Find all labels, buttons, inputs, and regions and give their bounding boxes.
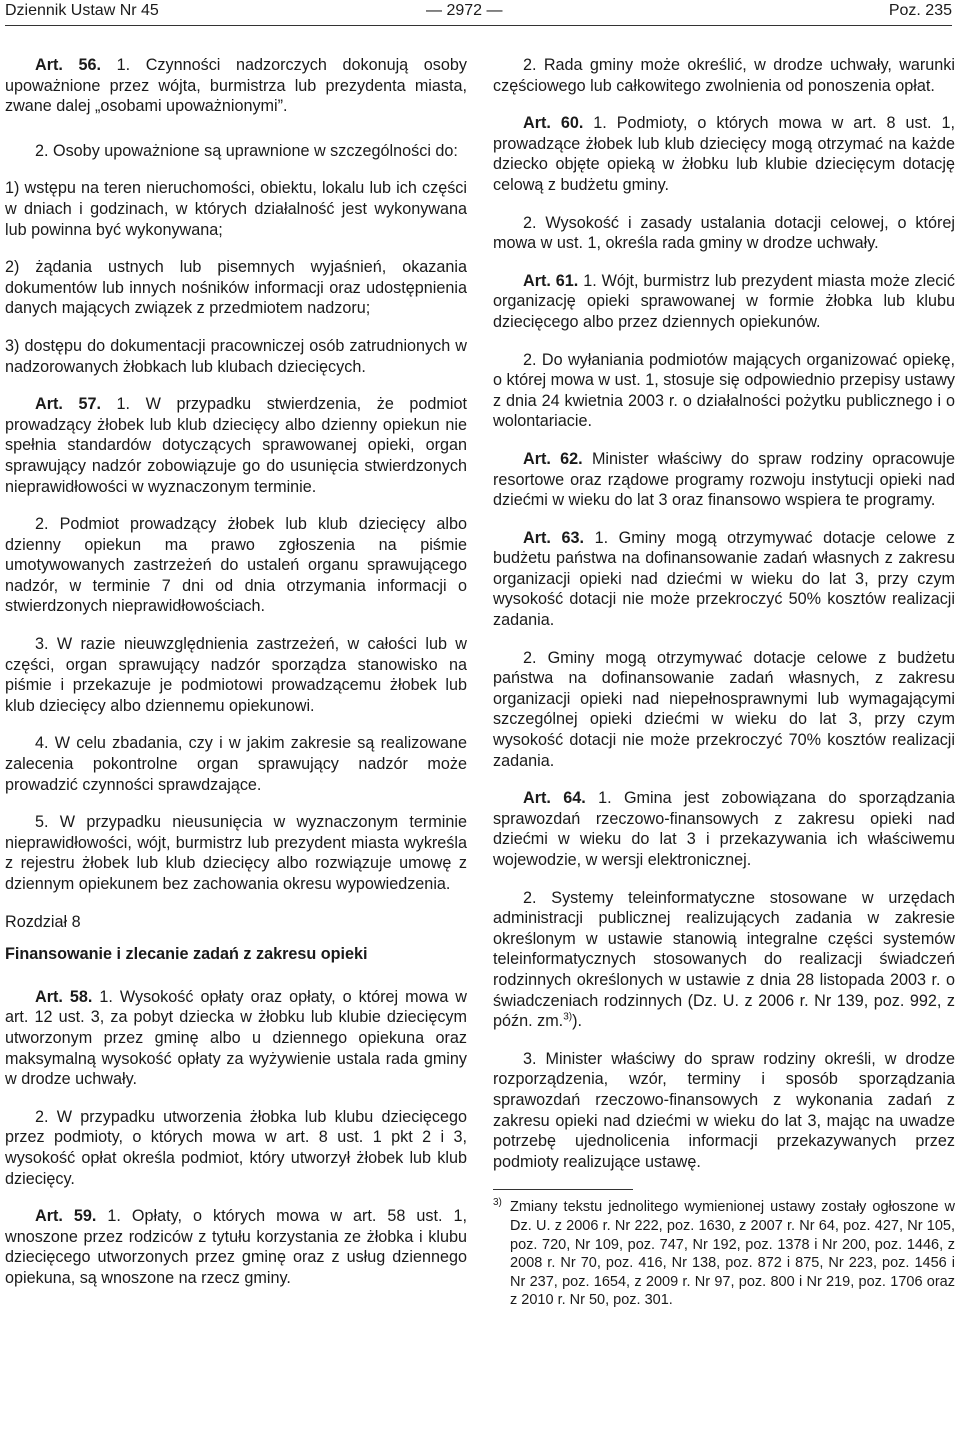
footnote	[493, 1198, 955, 1310]
footnote-reference: 3)	[563, 1011, 573, 1023]
art57-para1-text: 1. W przypadku stwierdzenia, że podmiot prowadzący żłobek lub klub dziecięcy albo dzienny opiekun nie spełnia standardów dotyczących sprawowanej opieki, organ sprawujący nadzór zobowiązuje go do usunięcia stwierdzonych nieprawidłowości w wyznaczonym terminie.	[5, 395, 467, 496]
footnote-text: Zmiany tekstu jednolitego wymienionej ustawy zostały ogłoszone w Dz. U. z 2006 r. Nr 222, poz. 1630, z 2007 r. Nr 64, poz. 427, Nr 105, poz. 720, Nr 109, poz. 747, Nr 192, poz. 1378 i Nr 200, poz. 1446, z 2008 r. Nr 70, poz. 416, Nr 138, poz. 872 i 875, Nr 223, poz. 1456 i Nr 237, poz. 1654, z 2009 r. Nr 97, poz. 800 i Nr 219, poz. 1706 oraz z 2010 r. Nr 50, poz. 301.	[510, 1199, 955, 1309]
art64-para1	[493, 788, 955, 870]
position-number: Poz. 235	[888, 2, 952, 19]
art57-para1	[5, 394, 467, 497]
art64-label: Art. 64.	[523, 789, 586, 808]
art62-para1-text: Minister właściwy do spraw rodziny opracowuje resortowe oraz rządowe programy rozwoju instytucji opieki nad dziećmi w wieku do lat 3 oraz finansowo wspiera te programy.	[493, 449, 955, 510]
art56-para2: 2. Osoby upoważnione są uprawnione w szczególności do:	[35, 141, 458, 160]
art60-para1-text: 1. Podmioty, o których mowa w art. 8 ust. 1, prowadzące żłobek lub klub dziecięcy mogą otrzymać na każde dziecko objęte opieką w żłobku lub klubie dziecięcym dotację celową z budżetu gminy.	[493, 114, 955, 194]
art63-para1-text: 1. Gminy mogą otrzymywać dotacje celowe z budżetu państwa na dofinansowanie zadań własnych z zakresu organizacji opieki nad dziećmi w wieku do lat 3, przy czym wysokość dotacji nie może przekroczyć 50% kosztów realizacji zadania.	[493, 528, 955, 630]
art56-item1: 1) wstępu na teren nieruchomości, obiektu, lokalu lub ich części w dniach i godzinach, w których działalność jest wykonywana lub powinna być wykonywana;	[5, 179, 467, 239]
art63-para1	[493, 528, 955, 631]
art64-para2	[493, 888, 955, 1032]
art56-item2: 2) żądania ustnych lub pisemnych wyjaśnień, okazania dokumentów lub innych nośników informacji oraz udostępnienia danych mających związek z przedmiotem nadzoru;	[5, 258, 467, 318]
art56-para1-text: 1. Czynności nadzorczych dokonują osoby upoważnione przez wójta, burmistrza lub prezydenta miasta, zwane dalej „osobami upoważnionymi”.	[5, 56, 467, 116]
art60-para1	[493, 113, 955, 195]
art57-para4: 4. W celu zbadania, czy i w jakim zakresie są realizowane zalecenia pokontrolne organ sprawujący nadzór może prowadzić czynności sprawdzające.	[5, 734, 467, 794]
art60-para2: 2. Wysokość i zasady ustalania dotacji celowej, o której mowa w ust. 1, określa rada gminy w drodze uchwały.	[493, 213, 955, 253]
art57-para5: 5. W przypadku nieusunięcia w wyznaczonym terminie nieprawidłowości, wójt, burmistrz lub prezydent miasta wykreśla z rejestru żłobek lub klub dziecięcy albo rozwiązuje umowę z dziennym opiekunem bez zachowania okresu wypowiedzenia.	[5, 813, 467, 893]
right-column	[493, 55, 955, 1310]
art59-para1-text: 1. Opłaty, o których mowa w art. 58 ust. 1, wnoszone przez rodziców z tytułu korzystania ze żłobka i klubu dziecięcego utworzonych przez gminę oraz z usług dziennego opiekuna, są wnoszone na rzecz gminy.	[5, 1207, 467, 1287]
art58-para1-text: 1. Wysokość opłaty oraz opłaty, o której mowa w art. 12 ust. 3, za pobyt dziecka w żłobku lub klubie dziecięcym utworzonym przez gminę albo u dziennego opiekuna oraz maksymalną wysokość opłaty za wyżywienie ustala rada gminy w drodze uchwały.	[5, 987, 467, 1089]
art61-label: Art. 61.	[523, 271, 579, 290]
art56-item3: 3) dostępu do dokumentacji pracowniczej osób zatrudnionych w nadzorowanych żłobkach lub klubach dziecięcych.	[5, 336, 467, 376]
art56-para1	[5, 55, 467, 117]
publication-title: Dziennik Ustaw Nr 45	[5, 2, 159, 19]
art61-para1-text: 1. Wójt, burmistrz lub prezydent miasta może zlecić organizację opieki sprawowanej w formie żłobka lub klubu dziecięcego albo przez dziennych opiekunów.	[493, 271, 955, 331]
footnote-rule	[493, 1189, 633, 1190]
art58-para2: 2. W przypadku utworzenia żłobka lub klubu dziecięcego przez podmioty, o których mowa w art. 8 ust. 1 pkt 2 i 3, wysokość opłat określa podmiot, który utworzył żłobek lub klub dziecięcy.	[5, 1107, 467, 1188]
art57-para2: 2. Podmiot prowadzący żłobek lub klub dziecięcy albo dzienny opiekun ma prawo zgłoszenia na piśmie umotywowanych zastrzeżeń do ustaleń organu sprawującego nadzór, w terminie 7 dni od dnia otrzymania informacji o stwierdzonych nieprawidłowościach.	[5, 515, 467, 616]
left-column	[5, 55, 467, 1306]
art59-label: Art. 59.	[35, 1207, 97, 1226]
art56-label: Art. 56.	[35, 56, 101, 74]
page-number: — 2972 —	[426, 2, 503, 19]
art60-label: Art. 60.	[523, 114, 584, 133]
art59-para1	[5, 1206, 467, 1288]
art64-para3: 3. Minister właściwy do spraw rodziny określi, w drodze rozporządzenia, wzór, terminy i sposób sporządzania sprawozdań rzeczowo-finansowych z wykonania zadań z zakresu opieki nad dziećmi w wieku do lat 3, mając na uwadze potrzebę ujednolicenia informacji przekazywanych przez podmioty realizujące ustawę.	[493, 1049, 955, 1171]
art64-para2-end: ).	[572, 1012, 582, 1031]
chapter-title: Finansowanie i zlecanie zadań z zakresu opieki	[5, 945, 368, 964]
chapter-label: Rozdział 8	[5, 912, 81, 931]
art62-label: Art. 62.	[523, 449, 583, 468]
art57-para3: 3. W razie nieuwzględnienia zastrzeżeń, w całości lub w części, organ sprawujący nadzór sporządza stanowisko na piśmie i przekazuje je podmiotowi prowadzącemu żłobek lub klub dziecięcy albo dziennemu opiekunowi.	[5, 635, 467, 715]
art62-para1	[493, 449, 955, 511]
art63-para2: 2. Gminy mogą otrzymywać dotacje celowe z budżetu państwa na dofinansowanie zadań własnych, z zakresu organizacji opieki nad niepełnosprawnymi lub wymagającymi szczególnej opieki dziećmi w wieku do lat 3, przy czym wysokość dotacji nie może przekroczyć 70% kosztów realizacji zadania.	[493, 648, 955, 770]
page-header	[5, 0, 952, 22]
header-rule	[5, 25, 952, 26]
art64-para2-text: 2. Systemy teleinformatyczne stosowane w urzędach administracji publicznej realizujących zadania w zakresie określonym w ustawie stanowią integralne części systemów teleinformatycznych stosowanych do realizacji świadczeń rodzinnych określonych w ustawie z dnia 28 listopada 2003 r. o świadczeniach rodzinnych (Dz. U. z 2006 r. Nr 139, poz. 992, z późn. zm.	[493, 888, 955, 1031]
art63-label: Art. 63.	[523, 528, 584, 547]
art58-para1	[5, 987, 467, 1090]
footnote-mark: 3)	[493, 1197, 502, 1209]
art59-para2: 2. Rada gminy może określić, w drodze uchwały, warunki częściowego lub całkowitego zwolnienia od ponoszenia opłat.	[493, 56, 955, 95]
art58-label: Art. 58.	[35, 987, 93, 1006]
art61-para1	[493, 271, 955, 333]
art57-label: Art. 57.	[35, 395, 101, 414]
art61-para2: 2. Do wyłaniania podmiotów mających organizować opiekę, o której mowa w ust. 1, stosuje się odpowiednio przepisy ustawy z dnia 24 kwietnia 2003 r. o działalności pożytku publicznego i o wolontariacie.	[493, 350, 955, 431]
art64-para1-text: 1. Gmina jest zobowiązana do sporządzania sprawozdań rzeczowo-finansowych z zakresu opieki nad dziećmi w wieku do lat 3 i przekazywania ich właściwemu wojewodzie, w wersji elektronicznej.	[493, 789, 955, 869]
